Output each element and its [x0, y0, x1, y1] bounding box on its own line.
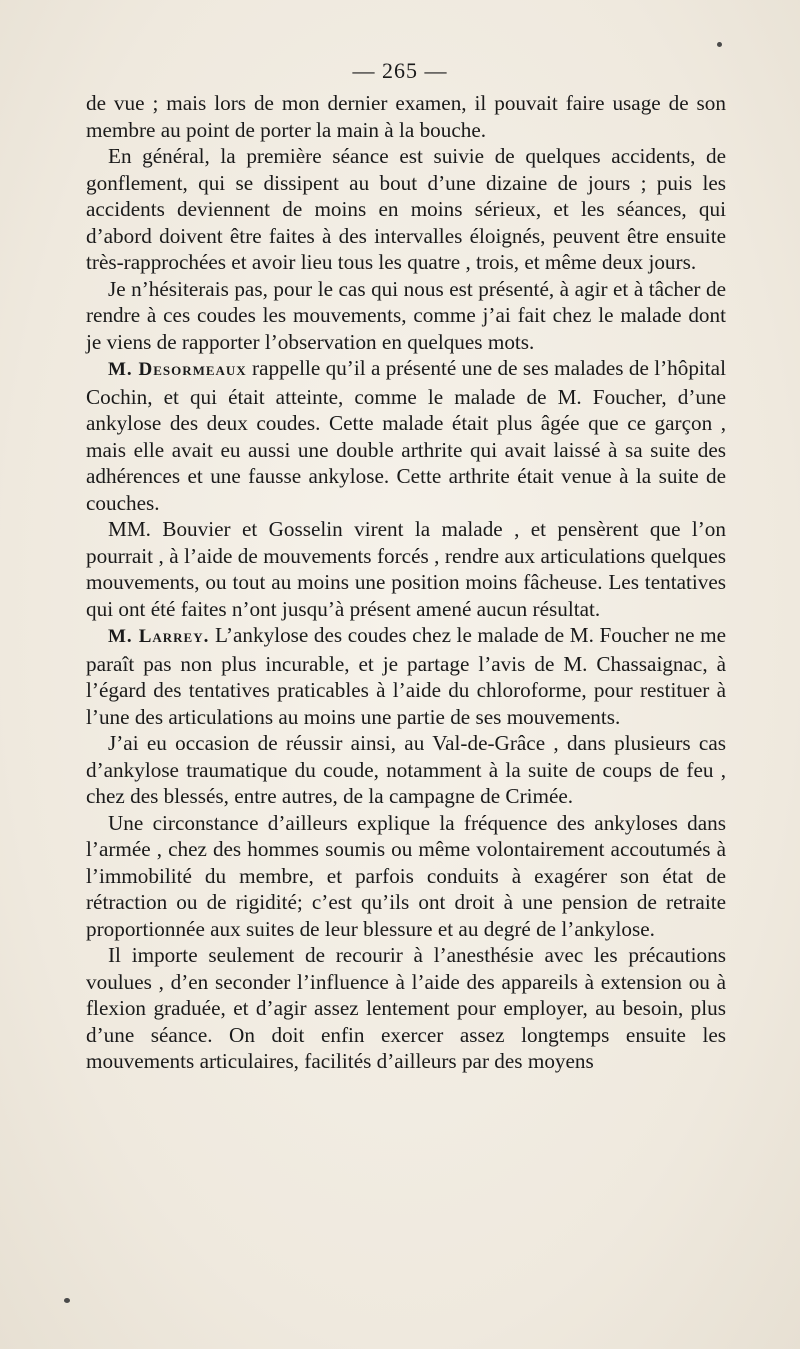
- paragraph-9: Il importe seulement de recourir à l’anesthésie avec les précautions voulues , d’en seconder l’influence à l’aide des appareils à extension ou à flexion graduée, et d’agir assez lentement pour employer, au besoin, plus d’une séance. On doit enfin exercer assez longtemps ensuite les mouvements articulaires, facilités d’ailleurs par des moyens: [86, 943, 726, 1073]
- paragraph-7: J’ai eu occasion de réussir ainsi, au Val-de-Grâce , dans plusieurs cas d’ankylose traumatique du coude, notamment à la suite de coups de feu , chez des blessés, entre autres, de la campagne de Crimée.: [86, 731, 726, 808]
- paragraph-4-text: rappelle qu’il a présenté une de ses malades de l’hôpital Cochin, et qui était atteinte, comme le malade de M. Foucher, d’une ankylose des deux coudes. Cette malade était plus âgée que ce garçon , mais elle avait eu aussi une double arthrite qui avait laissé à sa suite des adhérences et une fausse ankylose. Cette arthrite était venue à la suite de couches.: [86, 356, 726, 515]
- ink-speck-bottom-left: [64, 1298, 70, 1303]
- paragraph-3: Je n’hésiterais pas, pour le cas qui nous est présenté, à agir et à tâcher de rendre à ces coudes les mouvements, comme j’ai fait chez le malade dont je viens de rapporter l’observation en quelques mots.: [86, 276, 726, 354]
- ink-speck-top-right: [717, 42, 722, 47]
- paragraph-8: Une circonstance d’ailleurs explique la fréquence des ankyloses dans l’armée , chez des hommes soumis ou même volontairement accoutumés à l’immobilité du membre, et parfois conduits à exagérer son état de rétraction ou de rigidité; c’est qu’ils ont droit à une pension de retraite proportionnée aux suites de leur blessure et au degré de l’ankylose.: [86, 810, 726, 941]
- page-number: — 265 —: [352, 58, 448, 83]
- speaker-larrey: M. Larrey.: [108, 626, 210, 647]
- paragraph-5: MM. Bouvier et Gosselin virent la malade , et pensèrent que l’on pourrait , à l’aide de mouvements forcés , rendre aux articulations quelques mouvements, ou tout au moins une position moins fâcheuse. Les tentatives qui ont été faites n’ont jusqu’à présent amené aucun résultat.: [86, 517, 726, 621]
- paragraph-4: [86, 355, 726, 516]
- speaker-desormeaux: M. Desormeaux: [108, 359, 247, 380]
- paragraph-1: de vue ; mais lors de mon dernier examen, il pouvait faire usage de son membre au point de porter la main à la bouche.: [86, 91, 726, 142]
- paragraph-2: En général, la première séance est suivie de quelques accidents, de gonflement, qui se dissipent au bout d’une dizaine de jours ; puis les accidents deviennent de moins en moins sérieux, et les séances, qui d’abord doivent être faites à des intervalles éloignés, peuvent être ensuite très-rapprochées et avoir lieu tous les quatre , trois, et même deux jours.: [86, 144, 726, 274]
- page-body: [86, 90, 726, 1075]
- paragraph-6: [86, 622, 726, 730]
- paragraph-6-text: L’ankylose des coudes chez le malade de M. Foucher ne me paraît pas non plus incurable, et je partage l’avis de M. Chassaignac, à l’égard des tentatives praticables à l’aide du chloroforme, pour restituer à l’une des articulations au moins une partie de ses mouvements.: [86, 623, 726, 729]
